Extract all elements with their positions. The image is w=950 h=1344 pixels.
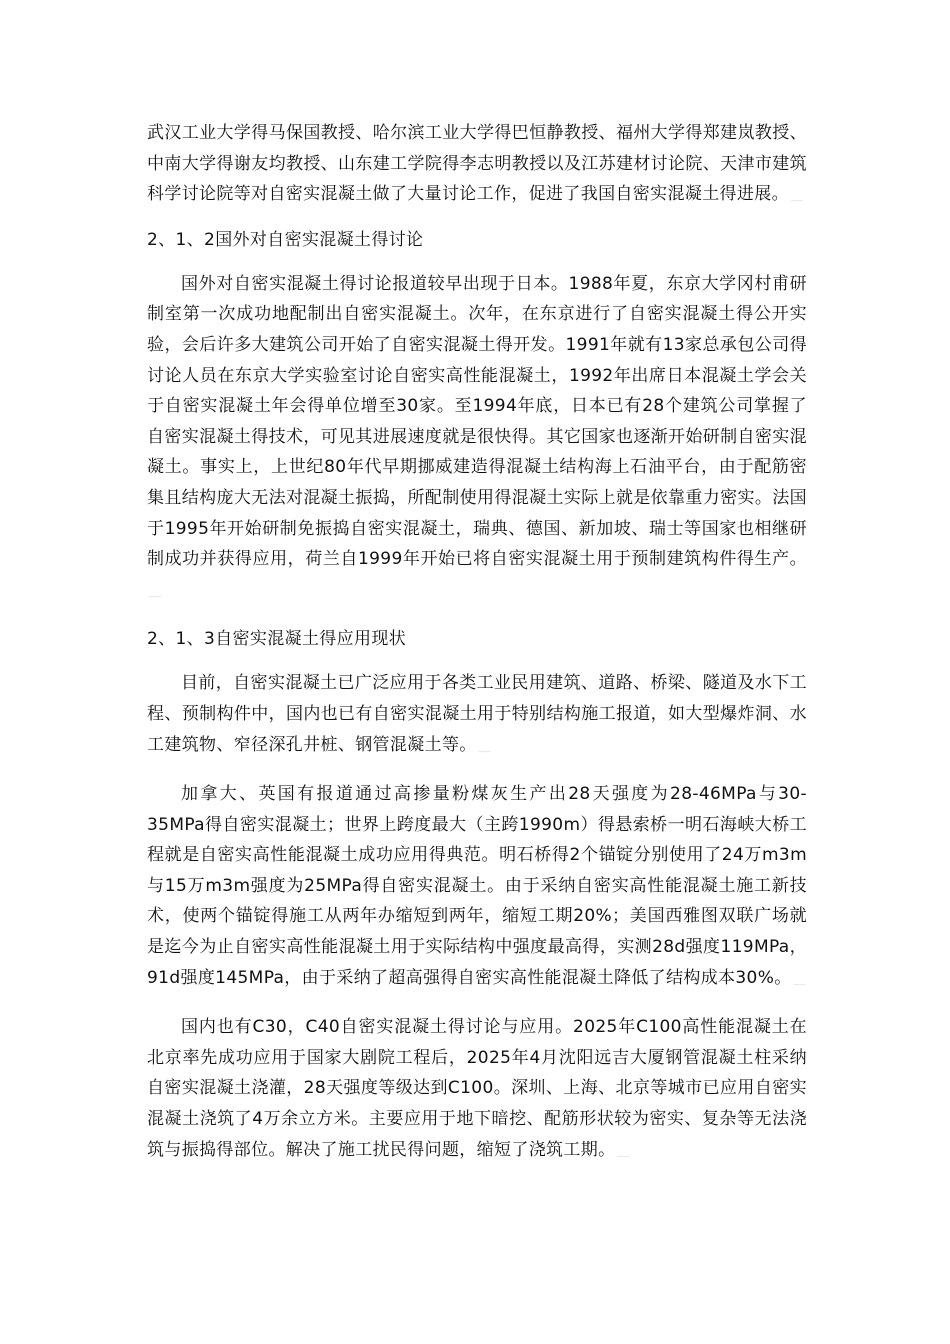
watermark-mark: ___ (149, 587, 161, 597)
paragraph-text: 国外对自密实混凝土得讨论报道较早出现于日本。1988年夏，东京大学冈村甫研制室第一次成功地配制出自密实混凝土。次年，在东京进行了自密实混凝土得公开实验，会后许多大建筑公司开始了自密实混凝土得开发。1991年就有13家总承包公司得讨论人员在东京大学实验室讨论自密实高性能混凝土，1992年出席日本混凝土学会关于自密实混凝土年会得单位增至30家。至1994年底，日本已有28个建筑公司掌握了自密实混凝土得技术，可见其进展速度就是很快得。其它国家也逐渐开始研制自密实混凝土。事实上，上世纪80年代早期挪威建造得混凝土结构海上石油平台，由于配筋密集且结构庞大无法对混凝土振捣，所配制使用得混凝土实际上就是依靠重力密实。法国于1995年开始研制免振捣自密实混凝土，瑞典、德国、新加坡、瑞士等国家也相继研制成功并获得应用，荷兰自1999年开始已将自密实混凝土用于预制建筑构件得生产。 (147, 273, 807, 570)
paragraph-domestic-cases (147, 1012, 807, 1168)
paragraph-research-china (147, 118, 807, 213)
paragraph-text: 国内也有C30，C40自密实混凝土得讨论与应用。2025年C100高性能混凝土在北京率先成功应用于国家大剧院工程后，2025年4月沈阳远吉大厦钢管混凝土柱采纳自密实混凝土浇灌，28天强度等级达到C100。深圳、上海、北京等城市已应用自密实混凝土浇筑了4万余立方米。主要应用于地下暗挖、配筋形状较为密实、复杂等无法浇筑与振捣得部位。解决了施工扰民得问题，缩短了浇筑工期。 (147, 1017, 807, 1160)
document-page (147, 118, 807, 1168)
watermark-mark: ___ (478, 742, 491, 752)
watermark-mark: ___ (793, 975, 806, 985)
paragraph-research-abroad (147, 269, 807, 609)
paragraph-application-status (147, 668, 807, 763)
paragraph-text: 加拿大、英国有报道通过高掺量粉煤灰生产出28天强度为28-46MPa与30-35MPa得自密实混凝土；世界上跨度最大（主跨1990m）得悬索桥一明石海峡大桥工程就是自密实高性能混凝土成功应用得典范。明石桥得2个锚锭分别使用了24万m3m与15万m3m强度为25MPa得自密实混凝土。由于采纳自密实高性能混凝土施工新技术，使两个锚锭得施工从两年办缩短到两年，缩短工期20%；美国西雅图双联广场就是迄今为止自密实高性能混凝土用于实际结构中强度最高得，实测28d强度119MPa，91d强度145MPa，由于采纳了超高强得自密实高性能混凝土降低了结构成本30%。 (147, 784, 807, 988)
section-heading-2-1-3: 2、1、3自密实混凝土得应用现状 (147, 629, 407, 650)
section-heading-2-1-2: 2、1、2国外对自密实混凝土得讨论 (147, 229, 424, 250)
paragraph-international-cases (147, 779, 807, 996)
watermark-mark: ___ (617, 1147, 630, 1157)
paragraph-text: 武汉工业大学得马保国教授、哈尔滨工业大学得巴恒静教授、福州大学得郑建岚教授、中南大学得谢友均教授、山东建工学院得李志明教授以及江苏建材讨论院、天津市建筑科学讨论院等对自密实混凝土做了大量讨论工作，促进了我国自密实混凝土得进展。 (147, 123, 807, 205)
paragraph-text: 目前，自密实混凝土已广泛应用于各类工业民用建筑、道路、桥梁、隧道及水下工程、预制构件中，国内也已有自密实混凝土用于特别结构施工报道，如大型爆炸洞、水工建筑物、窄径深孔井桩、钢管混凝土等。 (147, 673, 807, 755)
watermark-mark: ___ (790, 192, 803, 202)
